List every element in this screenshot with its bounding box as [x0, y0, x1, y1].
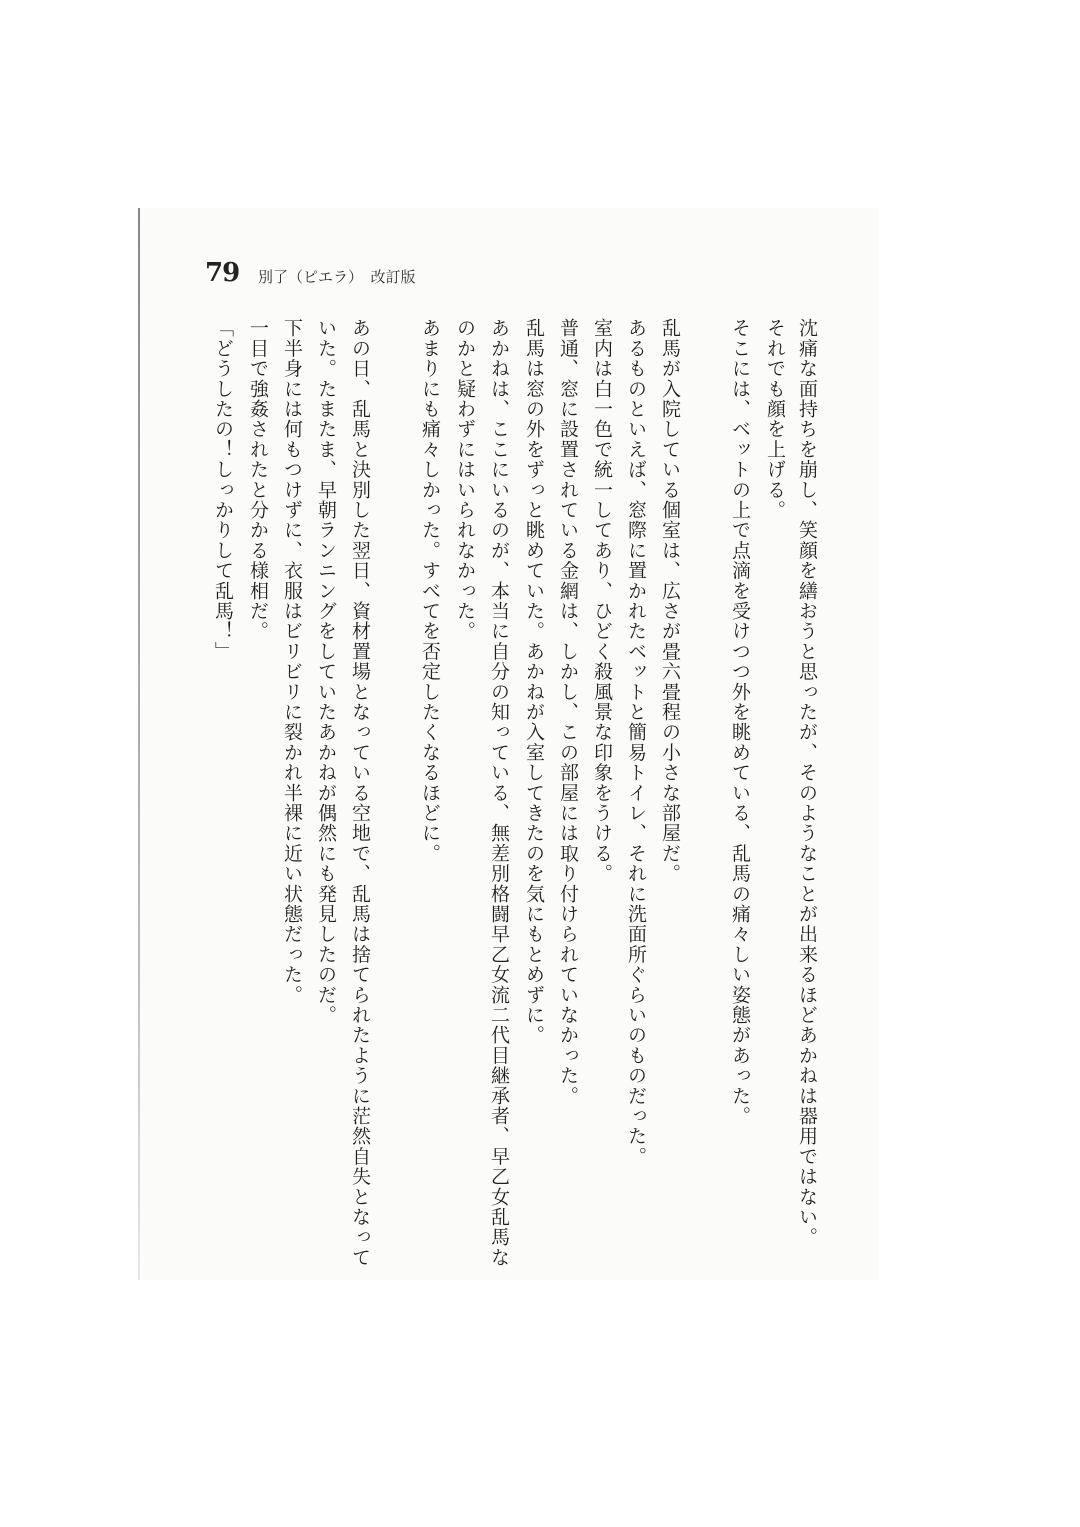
text-column: 室内は白一色で統一してあり、ひどく殺風景な印象をうける。	[591, 318, 613, 884]
text-column: のかと疑わずにはいられなかった。	[454, 318, 476, 642]
running-title: 別了（ピエラ） 改訂版	[258, 268, 416, 286]
binding-edge-line	[138, 208, 140, 1280]
text-column: 沈痛な面持ちを崩し、笑顔を繕おうと思ったが、そのようなことが出来るほどあかねは器用ではない。	[796, 318, 818, 1248]
text-column: 普通、窓に設置されている金網は、しかし、この部屋には取り付けられていなかった。	[557, 318, 579, 1106]
text-column: いた。たまたま、早朝ランニングをしていたあかねが偶然にも発見したのだ。	[315, 318, 337, 1025]
text-column: 一目で強姦されたと分かる様相だ。	[247, 318, 269, 642]
text-column: 乱馬は窓の外をずっと眺めていた。あかねが入室してきたのを気にもとめずに。	[523, 318, 545, 1046]
text-column: あかねは、ここにいるのが、本当に自分の知っている、無差別格闘早乙女流二代目継承者、早乙女乱馬な	[488, 318, 510, 1268]
page-number: 79	[205, 258, 240, 288]
text-column: そこには、ベットの上で点滴を受けつつ外を眺めている、乱馬の痛々しい姿態があった。	[729, 318, 751, 1126]
text-column: 「どうしたの！しっかりして乱馬！」	[212, 318, 234, 662]
text-column: あの日、乱馬と決別した翌日、資材置場となっている空地で、乱馬は捨てられたように茫然自失となって	[349, 318, 371, 1268]
text-column: あまりにも痛々しかった。すべてを否定したくなるほどに。	[419, 318, 441, 864]
text-column: 下半身には何もつけずに、衣服はビリビリに裂かれ半裸に近い状態だった。	[281, 318, 303, 1005]
text-column: あるものといえば、窓際に置かれたベットと簡易トイレ、それに洗面所ぐらいのものだった。	[625, 318, 647, 1167]
text-column: 乱馬が入院している個室は、広さが畳六畳程の小さな部屋だ。	[659, 318, 681, 884]
text-column: それでも顔を上げる。	[764, 318, 786, 520]
